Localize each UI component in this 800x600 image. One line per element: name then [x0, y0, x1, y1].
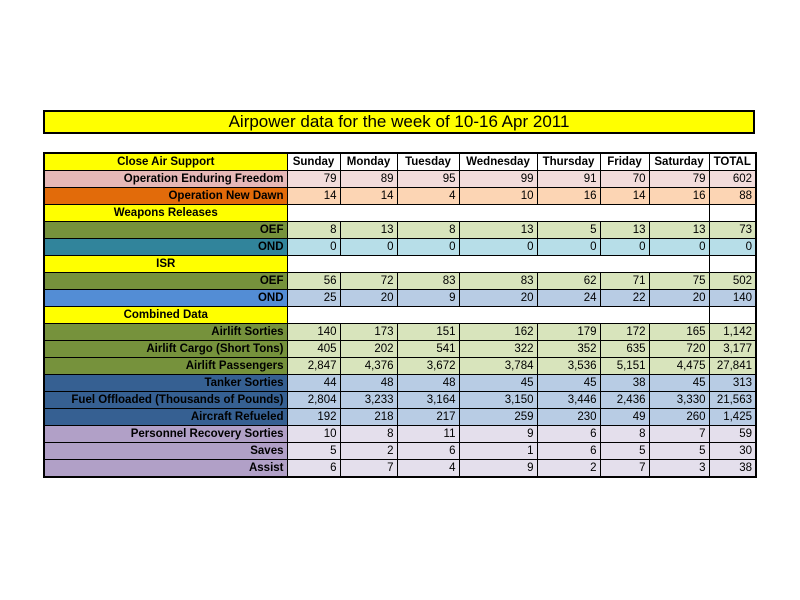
- value-cell: 20: [649, 290, 709, 307]
- value-cell: 162: [459, 324, 537, 341]
- row-label: Operation New Dawn: [44, 188, 287, 205]
- value-cell: 9: [459, 426, 537, 443]
- row-label: Tanker Sorties: [44, 375, 287, 392]
- value-cell: 6: [287, 460, 340, 478]
- total-cell: 73: [709, 222, 756, 239]
- value-cell: 3,150: [459, 392, 537, 409]
- value-cell: 217: [397, 409, 459, 426]
- value-cell: 3: [649, 460, 709, 478]
- value-cell: 75: [649, 273, 709, 290]
- airpower-table: [43, 152, 757, 478]
- value-cell: 8: [397, 222, 459, 239]
- section-header: ISR: [44, 256, 287, 273]
- value-cell: 5: [287, 443, 340, 460]
- value-cell: 165: [649, 324, 709, 341]
- value-cell: 3,784: [459, 358, 537, 375]
- value-cell: 0: [397, 239, 459, 256]
- value-cell: 7: [340, 460, 397, 478]
- value-cell: 172: [600, 324, 649, 341]
- total-cell: 88: [709, 188, 756, 205]
- column-header: Thursday: [537, 153, 600, 171]
- value-cell: 7: [649, 426, 709, 443]
- value-cell: 22: [600, 290, 649, 307]
- value-cell: 45: [459, 375, 537, 392]
- value-cell: 6: [397, 443, 459, 460]
- value-cell: 10: [459, 188, 537, 205]
- value-cell: 79: [287, 171, 340, 188]
- value-cell: 13: [600, 222, 649, 239]
- value-cell: 3,233: [340, 392, 397, 409]
- total-cell: 0: [709, 239, 756, 256]
- value-cell: 5: [649, 443, 709, 460]
- value-cell: 151: [397, 324, 459, 341]
- total-cell: 140: [709, 290, 756, 307]
- section-header: Weapons Releases: [44, 205, 287, 222]
- column-header: Saturday: [649, 153, 709, 171]
- column-header: Sunday: [287, 153, 340, 171]
- value-cell: 0: [287, 239, 340, 256]
- row-label: Airlift Sorties: [44, 324, 287, 341]
- value-cell: 3,672: [397, 358, 459, 375]
- total-cell: 502: [709, 273, 756, 290]
- section-blank: [709, 205, 756, 222]
- value-cell: 99: [459, 171, 537, 188]
- value-cell: 8: [340, 426, 397, 443]
- column-header: TOTAL: [709, 153, 756, 171]
- value-cell: 322: [459, 341, 537, 358]
- value-cell: 6: [537, 443, 600, 460]
- value-cell: 70: [600, 171, 649, 188]
- total-cell: 27,841: [709, 358, 756, 375]
- value-cell: 202: [340, 341, 397, 358]
- table-row: [44, 409, 756, 426]
- value-cell: 4,475: [649, 358, 709, 375]
- value-cell: 45: [537, 375, 600, 392]
- value-cell: 8: [287, 222, 340, 239]
- value-cell: 20: [459, 290, 537, 307]
- section-blank: [287, 256, 709, 273]
- value-cell: 140: [287, 324, 340, 341]
- value-cell: 95: [397, 171, 459, 188]
- value-cell: 0: [537, 239, 600, 256]
- value-cell: 14: [287, 188, 340, 205]
- table-row: [44, 341, 756, 358]
- value-cell: 83: [459, 273, 537, 290]
- total-cell: 21,563: [709, 392, 756, 409]
- value-cell: 259: [459, 409, 537, 426]
- column-header: Tuesday: [397, 153, 459, 171]
- value-cell: 3,164: [397, 392, 459, 409]
- value-cell: 24: [537, 290, 600, 307]
- table-row: [44, 392, 756, 409]
- value-cell: 2,804: [287, 392, 340, 409]
- value-cell: 352: [537, 341, 600, 358]
- value-cell: 2,847: [287, 358, 340, 375]
- value-cell: 5: [600, 443, 649, 460]
- row-label: Aircraft Refueled: [44, 409, 287, 426]
- value-cell: 16: [537, 188, 600, 205]
- value-cell: 3,330: [649, 392, 709, 409]
- section-blank: [709, 307, 756, 324]
- table-row: [44, 171, 756, 188]
- value-cell: 14: [600, 188, 649, 205]
- total-cell: 602: [709, 171, 756, 188]
- row-label: OEF: [44, 273, 287, 290]
- column-header: Monday: [340, 153, 397, 171]
- value-cell: 49: [600, 409, 649, 426]
- value-cell: 173: [340, 324, 397, 341]
- section-row: [44, 307, 756, 324]
- column-header: Wednesday: [459, 153, 537, 171]
- value-cell: 635: [600, 341, 649, 358]
- value-cell: 192: [287, 409, 340, 426]
- value-cell: 5,151: [600, 358, 649, 375]
- table-row: [44, 222, 756, 239]
- section-blank: [709, 256, 756, 273]
- value-cell: 11: [397, 426, 459, 443]
- row-label: OEF: [44, 222, 287, 239]
- page-title: Airpower data for the week of 10-16 Apr 2011: [43, 110, 755, 134]
- section-blank: [287, 307, 709, 324]
- value-cell: 13: [649, 222, 709, 239]
- value-cell: 2: [340, 443, 397, 460]
- value-cell: 13: [340, 222, 397, 239]
- value-cell: 56: [287, 273, 340, 290]
- value-cell: 260: [649, 409, 709, 426]
- value-cell: 83: [397, 273, 459, 290]
- row-label: Saves: [44, 443, 287, 460]
- value-cell: 79: [649, 171, 709, 188]
- value-cell: 13: [459, 222, 537, 239]
- total-cell: 38: [709, 460, 756, 478]
- value-cell: 0: [340, 239, 397, 256]
- total-cell: 3,177: [709, 341, 756, 358]
- value-cell: 4: [397, 188, 459, 205]
- total-cell: 59: [709, 426, 756, 443]
- value-cell: 20: [340, 290, 397, 307]
- value-cell: 4,376: [340, 358, 397, 375]
- value-cell: 25: [287, 290, 340, 307]
- table-row: [44, 290, 756, 307]
- row-label: Fuel Offloaded (Thousands of Pounds): [44, 392, 287, 409]
- value-cell: 1: [459, 443, 537, 460]
- value-cell: 71: [600, 273, 649, 290]
- value-cell: 38: [600, 375, 649, 392]
- value-cell: 720: [649, 341, 709, 358]
- section-row: [44, 256, 756, 273]
- value-cell: 4: [397, 460, 459, 478]
- value-cell: 9: [397, 290, 459, 307]
- row-label: Personnel Recovery Sorties: [44, 426, 287, 443]
- value-cell: 16: [649, 188, 709, 205]
- value-cell: 91: [537, 171, 600, 188]
- table-row: [44, 443, 756, 460]
- total-cell: 313: [709, 375, 756, 392]
- value-cell: 179: [537, 324, 600, 341]
- value-cell: 62: [537, 273, 600, 290]
- value-cell: 89: [340, 171, 397, 188]
- value-cell: 10: [287, 426, 340, 443]
- value-cell: 0: [649, 239, 709, 256]
- value-cell: 7: [600, 460, 649, 478]
- table-row: [44, 426, 756, 443]
- table-row: [44, 324, 756, 341]
- section-header: Close Air Support: [44, 153, 287, 171]
- value-cell: 14: [340, 188, 397, 205]
- table-row: [44, 239, 756, 256]
- value-cell: 230: [537, 409, 600, 426]
- value-cell: 9: [459, 460, 537, 478]
- row-label: Airlift Cargo (Short Tons): [44, 341, 287, 358]
- value-cell: 8: [600, 426, 649, 443]
- value-cell: 0: [600, 239, 649, 256]
- value-cell: 2: [537, 460, 600, 478]
- table-row: [44, 460, 756, 478]
- value-cell: 405: [287, 341, 340, 358]
- column-header: Friday: [600, 153, 649, 171]
- value-cell: 72: [340, 273, 397, 290]
- value-cell: 3,446: [537, 392, 600, 409]
- value-cell: 218: [340, 409, 397, 426]
- row-label: Assist: [44, 460, 287, 478]
- value-cell: 3,536: [537, 358, 600, 375]
- total-cell: 1,142: [709, 324, 756, 341]
- row-label: OND: [44, 239, 287, 256]
- value-cell: 48: [340, 375, 397, 392]
- value-cell: 48: [397, 375, 459, 392]
- value-cell: 2,436: [600, 392, 649, 409]
- row-label: Airlift Passengers: [44, 358, 287, 375]
- value-cell: 0: [459, 239, 537, 256]
- header-row: [44, 153, 756, 171]
- total-cell: 30: [709, 443, 756, 460]
- table-row: [44, 375, 756, 392]
- row-label: OND: [44, 290, 287, 307]
- value-cell: 45: [649, 375, 709, 392]
- value-cell: 44: [287, 375, 340, 392]
- value-cell: 541: [397, 341, 459, 358]
- table-row: [44, 188, 756, 205]
- table-row: [44, 358, 756, 375]
- value-cell: 5: [537, 222, 600, 239]
- section-row: [44, 205, 756, 222]
- section-header: Combined Data: [44, 307, 287, 324]
- row-label: Operation Enduring Freedom: [44, 171, 287, 188]
- section-blank: [287, 205, 709, 222]
- table-row: [44, 273, 756, 290]
- total-cell: 1,425: [709, 409, 756, 426]
- value-cell: 6: [537, 426, 600, 443]
